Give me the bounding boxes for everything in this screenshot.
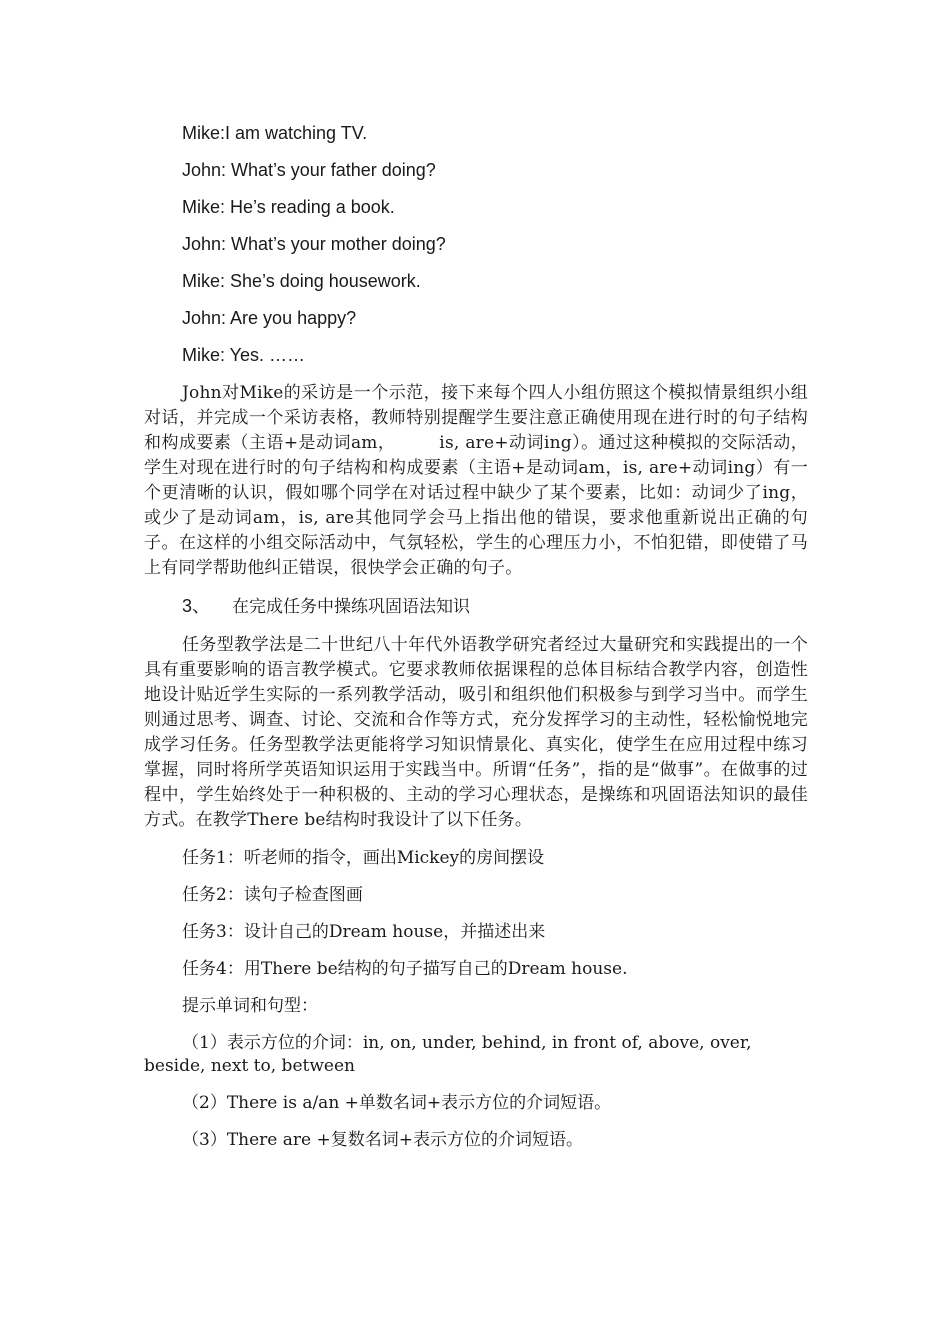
section-heading — [144, 595, 808, 619]
task-list — [144, 847, 808, 981]
hint-item: （2）There is a/an +单数名词+表示方位的介词短语。 — [182, 1093, 612, 1113]
hint-list — [144, 1032, 808, 1152]
dialogue-line: John: What’s your father doing? — [182, 160, 436, 180]
dialogue-line: Mike:I am watching TV. — [182, 123, 368, 143]
task-item: 任务2：读句子检查图画 — [182, 885, 363, 905]
dialogue-line: Mike: Yes. …… — [182, 345, 306, 365]
dialogue-line: Mike: She’s doing housework. — [182, 271, 421, 291]
section-number: 3、 — [182, 596, 211, 616]
dialogue-line: John: Are you happy? — [182, 308, 357, 328]
task-item: 任务4：用There be结构的句子描写自己的Dream house. — [182, 959, 628, 979]
hint-title: 提示单词和句型： — [182, 996, 318, 1016]
section-title: 在完成任务中操练巩固语法知识 — [232, 597, 470, 617]
paragraph-interview-explanation: John对Mike的采访是一个示范，接下来每个四人小组仿照这个模拟情景组织小组对话，并完成一个采访表格，教师特别提醒学生要注意正确使用现在进行时的句子结构和构成要素（主语+是动词am， is, are+动词ing）。通过这种模拟的交际活动，学生对现在进行时的句子结构和构成要素（主语+是动词am，is, are+动词ing）有一个更清晰的认识，假如哪个同学在对话过程中缺少了某个要素，比如：动词少了ing，或少了是动词am，is, are其他同学会马上指出他的错误，要求他重新说出正确的句子。在这样的小组交际活动中，气氛轻松，学生的心理压力小，不怕犯错，即使错了马上有同学帮助他纠正错误，很快学会正确的句子。 — [144, 383, 808, 578]
hint-item: （3）There are +复数名词+表示方位的介词短语。 — [182, 1130, 583, 1150]
paragraph-task-based-teaching: 任务型教学法是二十世纪八十年代外语教学研究者经过大量研究和实践提出的一个具有重要影响的语言教学模式。它要求教师依据课程的总体目标结合教学内容，创造性地设计贴近学生实际的一系列教学活动，吸引和组织他们积极参与到学习当中。而学生则通过思考、调查、讨论、交流和合作等方式，充分发挥学习的主动性，轻松愉悦地完成学习任务。任务型教学法更能将学习知识情景化、真实化，使学生在应用过程中练习掌握，同时将所学英语知识运用于实践当中。所谓“任务”，指的是“做事”。在做事的过程中，学生始终处于一种积极的、主动的学习心理状态，是操练和巩固语法知识的最佳方式。在教学There be结构时我设计了以下任务。 — [144, 635, 808, 830]
hint-item: （1）表示方位的介词：in, on, under, behind, in front of, above, over, beside, next to, between — [144, 1033, 752, 1076]
task-item: 任务1：听老师的指令，画出Mickey的房间摆设 — [182, 848, 545, 868]
dialogue-line: John: What’s your mother doing? — [182, 234, 446, 254]
dialogue-line: Mike: He’s reading a book. — [182, 197, 395, 217]
document-body — [144, 122, 808, 1166]
task-item: 任务3：设计自己的Dream house，并描述出来 — [182, 922, 546, 942]
dialogue-block — [144, 122, 808, 367]
